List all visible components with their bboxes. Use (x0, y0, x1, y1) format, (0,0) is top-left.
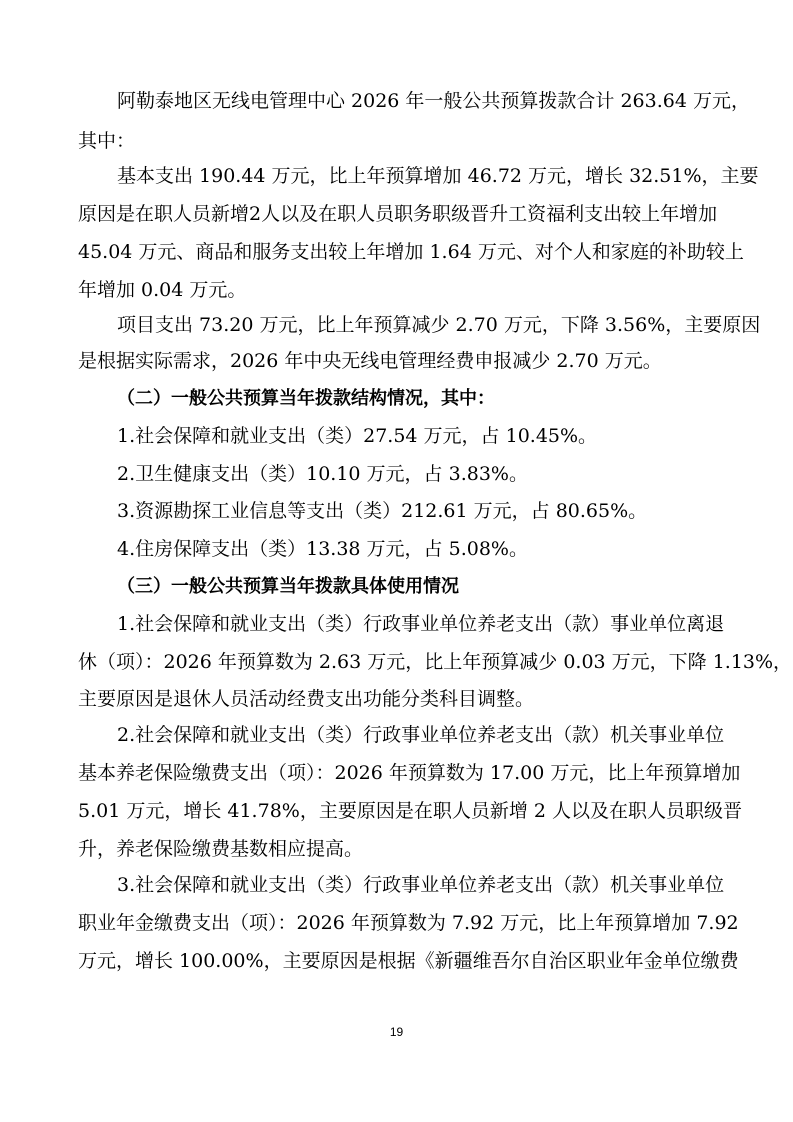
paragraph-line: 其中： (78, 130, 136, 152)
paragraph-line: 主要原因是退休人员活动经费支出功能分类科目调整。 (78, 688, 535, 710)
list-item: 3.资源勘探工业信息等支出（类）212.61 万元，占 80.65%。 (117, 500, 648, 522)
paragraph-line: 45.04 万元、商品和服务支出较上年增加 1.64 万元、对个人和家庭的补助较上 (78, 241, 744, 263)
section-heading: （二）一般公共预算当年拨款结构情况，其中： (117, 388, 495, 409)
paragraph-line: 阿勒泰地区无线电管理中心 2026 年一般公共预算拨款合计 263.64 万元， (117, 90, 750, 112)
paragraph-line: 是根据实际需求，2026 年中央无线电管理经费申报减少 2.70 万元。 (78, 350, 662, 372)
paragraph-line: 基本支出 190.44 万元，比上年预算增加 46.72 万元，增长 32.51%，主要 (117, 165, 759, 187)
list-item: 2.卫生健康支出（类）10.10 万元，占 3.83%。 (117, 463, 528, 485)
paragraph-line: 3.社会保障和就业支出（类）行政事业单位养老支出（款）机关事业单位 (117, 874, 725, 896)
paragraph-line: 2.社会保障和就业支出（类）行政事业单位养老支出（款）机关事业单位 (117, 724, 725, 746)
paragraph-line: 万元，增长 100.00%，主要原因是根据《新疆维吾尔自治区职业年金单位缴费 (78, 950, 739, 972)
paragraph-line: 基本养老保险缴费支出（项）：2026 年预算数为 17.00 万元，比上年预算增加 (78, 762, 741, 784)
section-heading: （三）一般公共预算当年拨款具体使用情况 (117, 576, 459, 597)
page-number: 19 (389, 1025, 404, 1039)
paragraph-line: 休（项）：2026 年预算数为 2.63 万元，比上年预算减少 0.03 万元，下降 1.13%， (78, 651, 793, 673)
paragraph-line: 项目支出 73.20 万元，比上年预算减少 2.70 万元，下降 3.56%，主要原因 (117, 314, 761, 336)
paragraph-line: 5.01 万元，增长 41.78%，主要原因是在职人员新增 2 人以及在职人员职级晋 (78, 800, 742, 822)
paragraph-line: 1.社会保障和就业支出（类）行政事业单位养老支出（款）事业单位离退 (117, 613, 725, 635)
paragraph-line: 年增加 0.04 万元。 (78, 279, 247, 301)
paragraph-line: 升，养老保险缴费基数相应提高。 (78, 838, 364, 860)
list-item: 1.社会保障和就业支出（类）27.54 万元，占 10.45%。 (117, 425, 598, 447)
paragraph-line: 原因是在职人员新增2人以及在职人员职务职级晋升工资福利支出较上年增加 (78, 203, 718, 225)
paragraph-line: 职业年金缴费支出（项）：2026 年预算数为 7.92 万元，比上年预算增加 7.92 (78, 912, 739, 934)
list-item: 4.住房保障支出（类）13.38 万元，占 5.08%。 (117, 538, 528, 560)
